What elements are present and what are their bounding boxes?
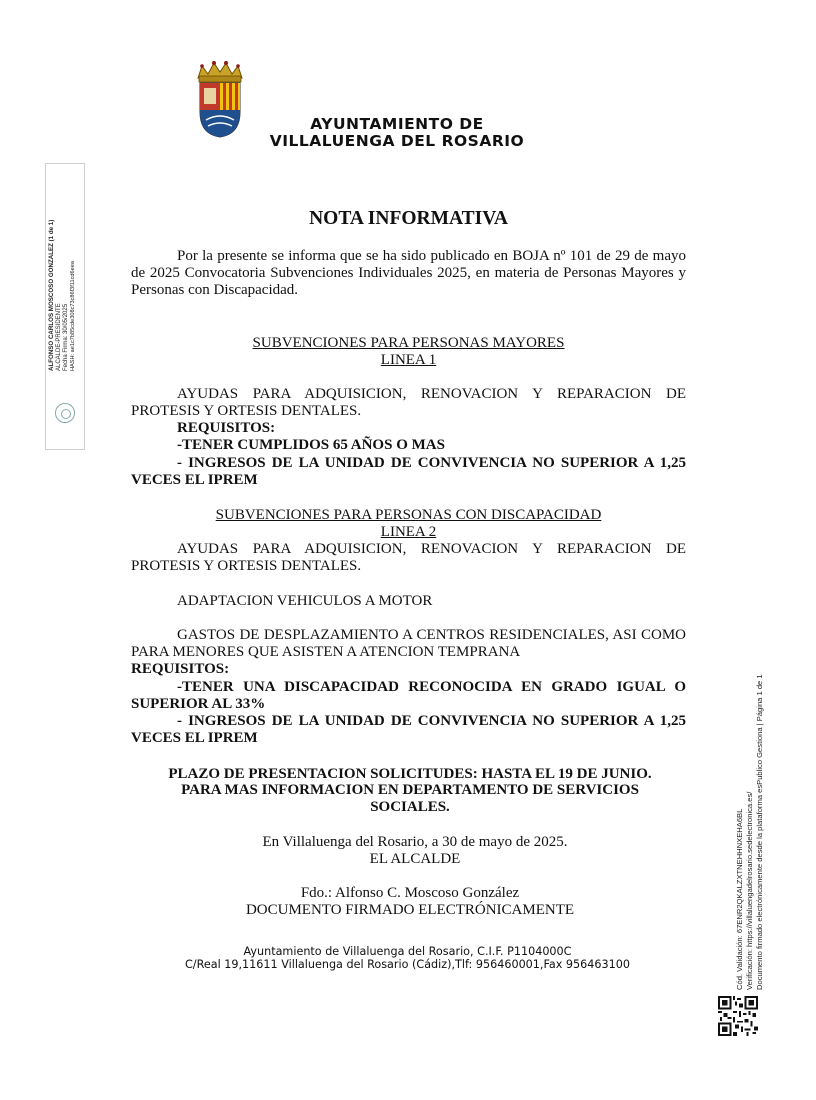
sign-date: Fecha Firma: 30/05/2025 [63,303,69,371]
section1-requirements-label: REQUISITOS: [177,420,276,436]
org-name-line2: VILLALUENGA DEL ROSARIO [269,132,525,150]
section2-requirements-label: REQUISITOS: [131,661,230,677]
document-title: NOTA INFORMATIVA [309,208,508,229]
qr-code-icon[interactable] [718,996,758,1036]
section2-line: LINEA 2 [380,524,437,540]
section2-heading: SUBVENCIONES PARA PERSONAS CON DISCAPACIDAD [215,507,602,523]
footer-line2: C/Real 19,11611 Villaluenga del Rosario (Cádiz),Tlf: 956460001,Fax 956463100 [185,958,630,971]
sign-hash: HASH: ae1c7b85cde308c73c86f3f11cd6eea [70,261,76,371]
section1-heading: SUBVENCIONES PARA PERSONAS MAYORES [252,335,565,351]
section2-req1: -TENER UNA DISCAPACIDAD RECONOCIDA EN GRADO IGUAL O SUPERIOR AL 33% [131,679,686,712]
intro-paragraph: Por la presente se informa que se ha sido publicado en BOJA nº 101 de 29 de mayo de 2025 Convocatoria Subvenciones Individuales 2025, en materia de Personas Mayores y Personas con Discapacidad. [131,248,686,298]
section2-aid2: ADAPTACION VEHICULOS A MOTOR [177,593,433,609]
signer-title: EL ALCALDE [369,851,461,867]
seal-icon [55,403,75,423]
coat-of-arms-icon [196,60,244,138]
verification-url[interactable]: Verificación: https://villaluengadelrosario.sedelectronica.es/ [745,791,754,990]
signed-electronically-note: DOCUMENTO FIRMADO ELECTRÓNICAMENTE [245,902,575,918]
org-name-line1: AYUNTAMIENTO DE [310,115,484,133]
place-date: En Villaluenga del Rosario, a 30 de mayo de 2025. [262,834,568,850]
signed-by: Fdo.: Alfonso C. Moscoso González [300,885,520,901]
section1-line: LINEA 1 [380,352,437,368]
signer-name: ALFONSO CARLOS MOSCOSO GONZALEZ (1 de 1) [48,219,55,371]
footer-line1: Ayuntamiento de Villaluenga del Rosario, C.I.F. P1104000C [243,945,572,958]
section2-aid1: AYUDAS PARA ADQUISICION, RENOVACION Y REPARACION DE PROTESIS Y ORTESIS DENTALES. [131,541,686,574]
section2-req2: - INGRESOS DE LA UNIDAD DE CONVIVENCIA NO SUPERIOR A 1,25 VECES EL IPREM [131,713,686,746]
validation-code: Cód. Validación: 67ENR2QKALZXTNEHHNXEHA6BL [735,808,744,990]
signature-strip [45,163,85,450]
signer-role: ALCALDE-PRESIDENTE [56,303,62,371]
section1-req1: -TENER CUMPLIDOS 65 AÑOS O MAS [177,437,445,453]
section1-req2: - INGRESOS DE LA UNIDAD DE CONVIVENCIA NO SUPERIOR A 1,25 VECES EL IPREM [131,455,686,488]
section2-aid3: GASTOS DE DESPLAZAMIENTO A CENTROS RESIDENCIALES, ASI COMO PARA MENORES QUE ASISTEN A ATENCION TEMPRANA [131,627,686,660]
deadline-notice: PLAZO DE PRESENTACION SOLICITUDES: HASTA EL 19 DE JUNIO. [168,766,652,782]
info-notice: PARA MAS INFORMACION EN DEPARTAMENTO DE SERVICIOS SOCIALES. [181,782,639,815]
platform-note: Documento firmado electrónicamente desde la plataforma esPublico Gestiona | Página 1 de 1 [755,674,764,990]
section1-aid: AYUDAS PARA ADQUISICION, RENOVACION Y REPARACION DE PROTESIS Y ORTESIS DENTALES. [131,386,686,419]
